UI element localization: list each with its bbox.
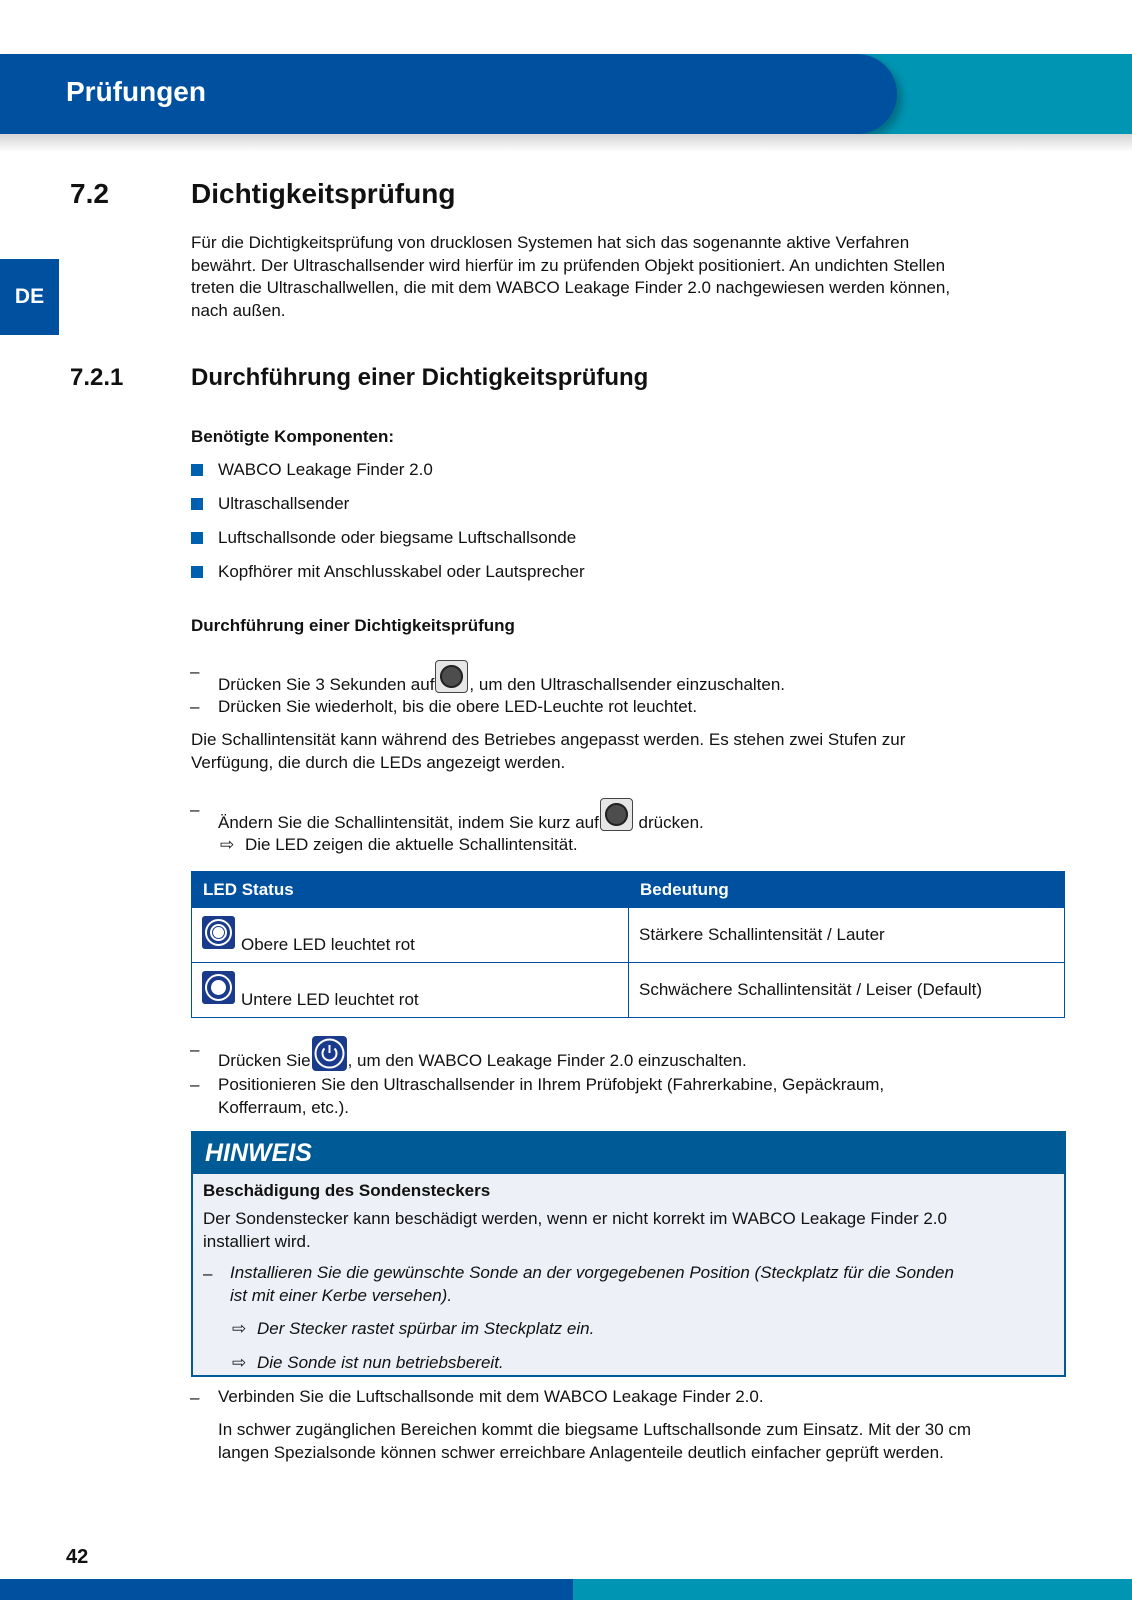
- chapter-title: Prüfungen: [66, 76, 206, 107]
- section-title: Dichtigkeitsprüfung: [191, 178, 456, 209]
- text-line: langen Spezialsonde können schwer erreichbare Anlagenteile deutlich einfacher geprüft werden.: [218, 1442, 944, 1462]
- result-arrow-icon: ⇨: [220, 835, 235, 854]
- components-heading: Benötigte Komponenten:: [191, 427, 395, 446]
- text-line: Verfügung, die durch die LEDs angezeigt werden.: [191, 752, 566, 772]
- notice-title: Beschädigung des Sondensteckers: [203, 1181, 491, 1200]
- text-line: Die Schallintensität kann während des Betriebes angepasst werden. Es stehen zwei Stufen zur: [191, 730, 906, 749]
- notice-result: Der Stecker rastet spürbar im Steckplatz ein.: [257, 1319, 595, 1338]
- result-arrow-icon: ⇨: [232, 1319, 247, 1338]
- notice-text-line: installiert wird.: [203, 1231, 311, 1251]
- page-number: 42: [66, 1546, 89, 1568]
- notice-result: Die Sonde ist nun betriebsbereit.: [257, 1353, 504, 1372]
- footer-band-teal: [573, 1579, 1132, 1600]
- step-dash: –: [190, 1040, 200, 1059]
- section-number: 7.2: [70, 178, 109, 209]
- notice-step: [230, 1262, 1060, 1307]
- step-text: drücken.: [633, 813, 704, 832]
- table-cell: [629, 962, 1064, 1017]
- component-item: Luftschallsonde oder biegsame Luftschallsonde: [218, 528, 577, 547]
- step-text: , um den Ultraschallsender einzuschalten.: [469, 675, 786, 694]
- step-dash: –: [203, 1264, 213, 1283]
- led-status-table: [191, 871, 1065, 1018]
- step-text: Drücken Sie: [218, 1051, 311, 1070]
- step-dash: –: [190, 1388, 200, 1407]
- subsection-number: 7.2.1: [70, 364, 124, 391]
- table-row: [192, 907, 1064, 962]
- led-meaning-text: Schwächere Schallintensität / Leiser (Default): [639, 980, 982, 999]
- intro-line: Für die Dichtigkeitsprüfung von drucklosen Systemen hat sich das sogenannte aktive Verfahren: [191, 233, 910, 252]
- language-tab: DE: [0, 259, 59, 335]
- procedure-heading: Durchführung einer Dichtigkeitsprüfung: [191, 616, 515, 635]
- probe-info-text: [218, 1419, 1078, 1464]
- table-header-row: [192, 872, 1064, 907]
- led-status-text: Untere LED leuchtet rot: [241, 990, 419, 1009]
- sender-button-icon: [600, 798, 633, 831]
- subsection-title: Durchführung einer Dichtigkeitsprüfung: [191, 364, 649, 391]
- notice-text: [203, 1208, 1053, 1253]
- bullet-icon: [191, 532, 203, 544]
- power-button-icon: [312, 1036, 347, 1071]
- table-header-cell: Bedeutung: [629, 872, 1064, 907]
- step-line: Positionieren Sie den Ultraschallsender in Ihrem Prüfobjekt (Fahrerkabine, Gepäckraum,: [218, 1075, 885, 1094]
- bullet-icon: [191, 498, 203, 510]
- step-connect-probe: Verbinden Sie die Luftschallsonde mit dem WABCO Leakage Finder 2.0.: [218, 1387, 764, 1406]
- step-repeat-press: Drücken Sie wiederholt, bis die obere LED-Leuchte rot leuchtet.: [218, 697, 698, 716]
- led-meaning-text: Stärkere Schallintensität / Lauter: [639, 925, 885, 944]
- step-result: Die LED zeigen die aktuelle Schallintensität.: [245, 835, 578, 854]
- bullet-icon: [191, 566, 203, 578]
- notice-step-line: Installieren Sie die gewünschte Sonde an der vorgegebenen Position (Steckplatz für die Sonden: [230, 1263, 954, 1282]
- step-change-intensity: [218, 798, 704, 835]
- step-power-sender: [218, 660, 785, 697]
- table-cell: [192, 962, 629, 1017]
- sender-button-icon: [435, 660, 468, 693]
- notice-step-line: ist mit einer Kerbe versehen).: [230, 1285, 453, 1305]
- text-line: In schwer zugänglichen Bereichen kommt die biegsame Luftschallsonde zum Einsatz. Mit der 30 cm: [218, 1420, 972, 1439]
- step-dash: –: [190, 800, 200, 819]
- step-dash: –: [190, 1075, 200, 1094]
- step-dash: –: [190, 697, 200, 716]
- component-item: Ultraschallsender: [218, 494, 350, 513]
- led-upper-icon: [202, 916, 235, 949]
- step-text: , um den WABCO Leakage Finder 2.0 einzuschalten.: [347, 1051, 747, 1070]
- footer-band-blue: [0, 1579, 573, 1600]
- intro-line: nach außen.: [191, 300, 286, 320]
- led-lower-icon: [202, 971, 235, 1004]
- table-cell: [192, 907, 629, 962]
- section-intro: [191, 232, 1071, 322]
- header-shadow: [0, 134, 1132, 152]
- component-item: WABCO Leakage Finder 2.0: [218, 460, 433, 479]
- notice-text-line: Der Sondenstecker kann beschädigt werden, wenn er nicht korrekt im WABCO Leakage Finder 2.0: [203, 1209, 947, 1228]
- step-text: Drücken Sie 3 Sekunden auf: [218, 675, 435, 694]
- notice-box: [191, 1131, 1066, 1377]
- table-row: [192, 962, 1064, 1017]
- intensity-text: [191, 729, 1071, 774]
- step-position-sender: [218, 1074, 1068, 1119]
- step-dash: –: [190, 662, 200, 681]
- step-power-finder: [218, 1036, 747, 1073]
- notice-label: HINWEIS: [193, 1133, 1064, 1174]
- intro-line: treten die Ultraschallwellen, die mit dem WABCO Leakage Finder 2.0 nachgewiesen werden können,: [191, 278, 951, 297]
- intro-line: bewährt. Der Ultraschallsender wird hierfür im zu prüfenden Objekt positioniert. An undichten Stellen: [191, 255, 946, 275]
- component-item: Kopfhörer mit Anschlusskabel oder Lautsprecher: [218, 562, 585, 581]
- bullet-icon: [191, 464, 203, 476]
- step-line: Kofferraum, etc.).: [218, 1097, 350, 1117]
- result-arrow-icon: ⇨: [232, 1353, 247, 1372]
- step-text: Ändern Sie die Schallintensität, indem Sie kurz auf: [218, 813, 599, 832]
- led-status-text: Obere LED leuchtet rot: [241, 935, 415, 954]
- table-cell: [629, 907, 1064, 962]
- table-header-cell: LED Status: [192, 872, 629, 907]
